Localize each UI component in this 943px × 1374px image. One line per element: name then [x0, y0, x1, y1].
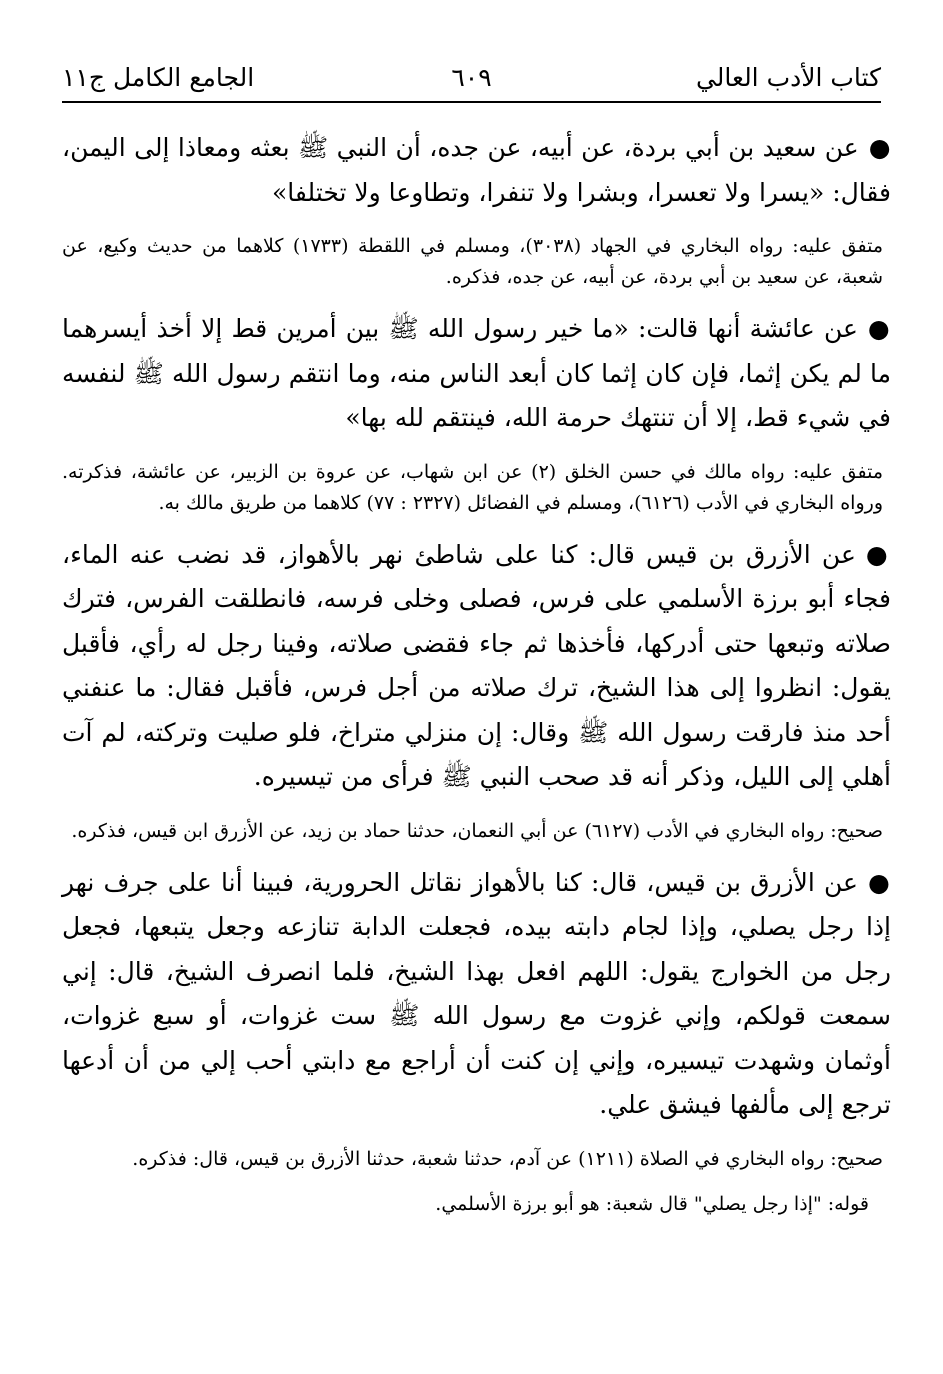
hadith-text: عن الأزرق بن قيس قال: كنا على شاطئ نهر بالأهواز، قد نضب عنه الماء، فجاء أبو برزة الأسلمي على فرس، فصلى وخلى فرسه، فانطلقت الفرس، فترك صلاته وتبعها حتى أدركها، فأخذها ثم جاء فقضى صلاته، وفينا رجل له رأي، فأقبل يقول: انظروا إلى هذا الشيخ، ترك صلاته من أجل فرس، فأقبل فقال: ما عنفني أحد منذ فارقت رسول الله ﷺ وقال: إن منزلي متراخ، فلو صليت وتركته، لم آت أهلي إلى الليل، وذكر أنه قد صحب النبي ﷺ فرأى من تيسيره.	[62, 539, 891, 791]
bullet-icon: ●	[868, 133, 891, 162]
explanatory-note: قوله: "إذا رجل يصلي" قال شعبة: هو أبو برزة الأسلمي.	[435, 1192, 869, 1215]
takhrij-note: متفق عليه: رواه البخاري في الجهاد (٣٠٣٨)، ومسلم في اللقطة (١٧٣٣) كلاهما من حديث وكيع، عن شعبة، عن سعيد بن أبي بردة، عن أبيه، عن جده، فذكره.	[62, 235, 884, 288]
header-book-title: الجامع الكامل ج١١	[62, 63, 255, 92]
hadith-entry	[62, 533, 891, 800]
takhrij-note: متفق عليه: رواه مالك في حسن الخلق (٢) عن ابن شهاب، عن عروة بن الزبير، عن عائشة، فذكرته. ورواه البخاري في الأدب (٦١٢٦)، ومسلم في الفضائل (٢٣٢٧ : ٧٧) كلاهما من طريق مالك به.	[62, 460, 883, 514]
hadith-text: عن سعيد بن أبي بردة، عن أبيه، عن جده، أن النبي ﷺ بعثه ومعاذا إلى اليمن، فقال: «يسرا ولا تعسرا، وبشرا ولا تنفرا، وتطاوعا ولا تختلفا»	[62, 133, 891, 207]
takhrij-note: صحيح: رواه البخاري في الصلاة (١٢١١) عن آدم، حدثنا شعبة، حدثنا الأزرق بن قيس، قال: فذكره.	[132, 1147, 883, 1170]
hadith-text: عن الأزرق بن قيس، قال: كنا بالأهواز نقاتل الحرورية، فبينا أنا على جرف نهر إذا رجل يصلي، وإذا لجام دابته بيده، فجعلت الدابة تنازعه وجعل يتبعها، فجعل رجل من الخوارج يقول: اللهم افعل بهذا الشيخ، فلما انصرف الشيخ، قال: إني سمعت قولكم، وإني غزوت مع رسول الله ﷺ ست غزوات، أو سبع غزوات، أوثمان وشهدت تيسيره، وإني إن كنت أن أراجع مع دابتي أحب إلي من أن أدعها ترجع إلى مألفها فيشق علي.	[62, 867, 892, 1119]
header-section-title: كتاب الأدب العالي	[695, 63, 881, 92]
hadith-entry	[62, 307, 891, 441]
bullet-icon: ●	[867, 314, 891, 343]
page-header	[62, 58, 881, 102]
hadith-entry	[62, 126, 891, 215]
bullet-icon: ●	[865, 539, 891, 569]
page-number: ٦٠٩	[451, 63, 492, 92]
takhrij-note: صحيح: رواه البخاري في الأدب (٦١٢٧) عن أبي النعمان، حدثنا حماد بن زيد، عن الأزرق ابن قيس، فذكره.	[71, 819, 883, 842]
hadith-text: عن عائشة أنها قالت: «ما خير رسول الله ﷺ بين أمرين قط إلا أخذ أيسرهما ما لم يكن إثما، فإن كان إثما كان أبعد الناس منه، وما انتقم رسول الله ﷺ لنفسه في شيء قط، إلا أن تنتهك حرمة الله، فينتقم لله بها»	[62, 314, 891, 432]
page-content	[62, 126, 891, 1220]
hadith-entry	[62, 861, 891, 1128]
bullet-icon: ●	[867, 867, 891, 897]
header-rule	[62, 101, 881, 103]
